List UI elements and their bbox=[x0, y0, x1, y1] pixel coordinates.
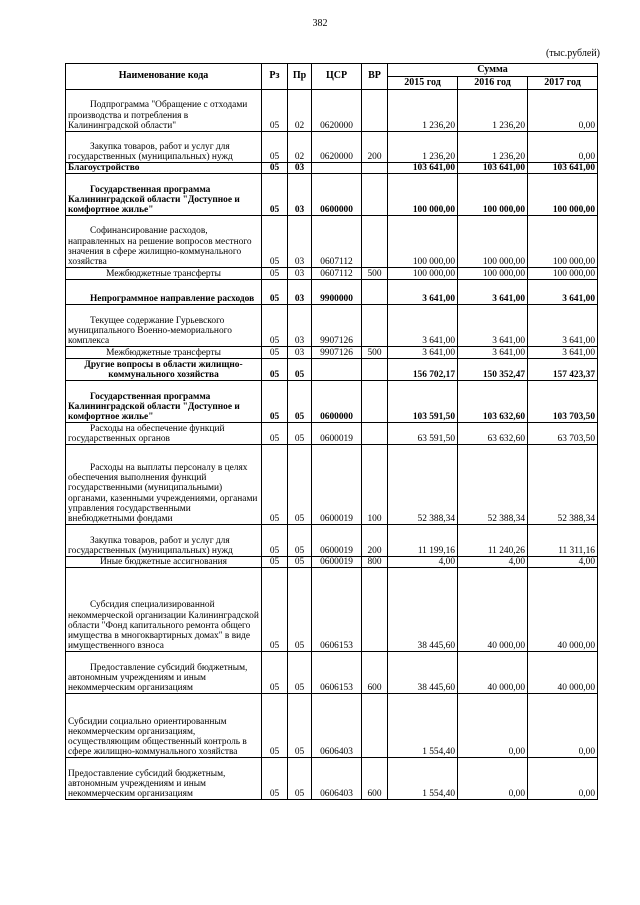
cell-name bbox=[66, 568, 262, 652]
cell-2015: 100 000,00 bbox=[388, 174, 458, 216]
header-pr: Пр bbox=[288, 64, 312, 90]
header-2016: 2016 год bbox=[458, 77, 528, 90]
cell-csr: 9907126 bbox=[312, 305, 362, 347]
header-rz: Рз bbox=[262, 64, 288, 90]
cell-2016: 103 641,00 bbox=[458, 163, 528, 174]
cell-csr: 0600019 bbox=[312, 557, 362, 568]
cell-vr: 100 bbox=[362, 445, 388, 525]
cell-vr bbox=[362, 90, 388, 132]
cell-rz: 05 bbox=[262, 525, 288, 557]
cell-2017: 3 641,00 bbox=[528, 305, 598, 347]
row-label: Субсидия специализированной некоммерческой организации Калининградской области "Фонд капитального ремонта общего имущества в многоквартирных домах" в виде имущественного взноса bbox=[68, 600, 259, 652]
cell-rz: 05 bbox=[262, 280, 288, 305]
cell-name bbox=[66, 132, 262, 163]
table-row bbox=[66, 359, 598, 381]
cell-name bbox=[66, 174, 262, 216]
row-label: Другие вопросы в области жилищно-коммунального хозяйства bbox=[84, 359, 243, 380]
cell-pr: 02 bbox=[288, 132, 312, 163]
header-2017: 2017 год bbox=[528, 77, 598, 90]
cell-vr bbox=[362, 568, 388, 652]
cell-vr: 600 bbox=[362, 652, 388, 694]
cell-name bbox=[66, 305, 262, 347]
table-row bbox=[66, 652, 598, 694]
cell-2015: 1 554,40 bbox=[388, 694, 458, 758]
cell-csr: 0620000 bbox=[312, 132, 362, 163]
cell-2015: 63 591,50 bbox=[388, 423, 458, 445]
cell-vr bbox=[362, 216, 388, 268]
table-row bbox=[66, 268, 598, 280]
cell-2015: 100 000,00 bbox=[388, 216, 458, 268]
cell-vr: 500 bbox=[362, 347, 388, 359]
cell-rz: 05 bbox=[262, 652, 288, 694]
cell-2015: 1 236,20 bbox=[388, 90, 458, 132]
table-row bbox=[66, 525, 598, 557]
cell-2017: 40 000,00 bbox=[528, 568, 598, 652]
cell-2016: 0,00 bbox=[458, 694, 528, 758]
cell-vr: 500 bbox=[362, 268, 388, 280]
table-row bbox=[66, 381, 598, 423]
cell-name bbox=[66, 216, 262, 268]
cell-2017: 0,00 bbox=[528, 132, 598, 163]
cell-name bbox=[66, 423, 262, 445]
cell-pr: 03 bbox=[288, 280, 312, 305]
cell-vr bbox=[362, 359, 388, 381]
cell-pr: 02 bbox=[288, 90, 312, 132]
cell-vr: 600 bbox=[362, 758, 388, 800]
cell-rz: 05 bbox=[262, 445, 288, 525]
row-label: Предоставление субсидий бюджетным, автономным учреждениям и иным некоммерческим организациям bbox=[68, 768, 226, 800]
cell-name bbox=[66, 347, 262, 359]
cell-name bbox=[66, 445, 262, 525]
cell-2016: 100 000,00 bbox=[458, 268, 528, 280]
cell-name bbox=[66, 557, 262, 568]
cell-csr: 0607112 bbox=[312, 268, 362, 280]
cell-csr: 0606403 bbox=[312, 694, 362, 758]
cell-2015: 100 000,00 bbox=[388, 268, 458, 280]
table-row bbox=[66, 90, 598, 132]
cell-csr: 0607112 bbox=[312, 216, 362, 268]
cell-vr bbox=[362, 280, 388, 305]
cell-rz: 05 bbox=[262, 174, 288, 216]
cell-rz: 05 bbox=[262, 216, 288, 268]
cell-2015: 3 641,00 bbox=[388, 347, 458, 359]
table-row bbox=[66, 347, 598, 359]
cell-2017: 63 703,50 bbox=[528, 423, 598, 445]
cell-2015: 3 641,00 bbox=[388, 305, 458, 347]
row-label: Непрограммное направление расходов bbox=[90, 294, 255, 304]
cell-2017: 40 000,00 bbox=[528, 652, 598, 694]
cell-pr: 05 bbox=[288, 568, 312, 652]
cell-rz: 05 bbox=[262, 568, 288, 652]
row-label: Субсидии социально ориентированным некоммерческим организациям, осуществляющим общественный контроль в сфере жилищно-коммунального хозяйства bbox=[68, 716, 247, 758]
cell-2015: 103 591,50 bbox=[388, 381, 458, 423]
cell-2017: 103 641,00 bbox=[528, 163, 598, 174]
budget-table bbox=[65, 63, 598, 800]
cell-rz: 05 bbox=[262, 359, 288, 381]
cell-vr bbox=[362, 694, 388, 758]
cell-2017: 0,00 bbox=[528, 758, 598, 800]
row-label: Предоставление субсидий бюджетным, автономным учреждениям и иным некоммерческим организациям bbox=[68, 662, 248, 694]
cell-2015: 103 641,00 bbox=[388, 163, 458, 174]
cell-pr: 03 bbox=[288, 174, 312, 216]
cell-csr: 0606153 bbox=[312, 652, 362, 694]
cell-csr: 9907126 bbox=[312, 347, 362, 359]
cell-2016: 100 000,00 bbox=[458, 216, 528, 268]
cell-2016: 4,00 bbox=[458, 557, 528, 568]
cell-2015: 3 641,00 bbox=[388, 280, 458, 305]
cell-pr: 03 bbox=[288, 163, 312, 174]
header-2015: 2015 год bbox=[388, 77, 458, 90]
cell-2016: 1 236,20 bbox=[458, 90, 528, 132]
row-label: Государственная программа Калининградской области "Доступное и комфортное жилье" bbox=[68, 184, 240, 215]
cell-rz: 05 bbox=[262, 268, 288, 280]
cell-2017: 0,00 bbox=[528, 90, 598, 132]
cell-csr: 0620000 bbox=[312, 90, 362, 132]
cell-2015: 1 554,40 bbox=[388, 758, 458, 800]
row-label: Закупка товаров, работ и услуг для государственных (муниципальных) нужд bbox=[68, 535, 233, 556]
table-row bbox=[66, 305, 598, 347]
row-label: Подпрограмма "Обращение с отходами производства и потребления в Калининградской области" bbox=[68, 100, 248, 131]
table-row bbox=[66, 758, 598, 800]
row-label: Текущее содержание Гурьевского муниципального Военно-мемориального комплекса bbox=[68, 315, 232, 346]
cell-name bbox=[66, 652, 262, 694]
cell-2016: 100 000,00 bbox=[458, 174, 528, 216]
cell-2017: 0,00 bbox=[528, 694, 598, 758]
cell-name bbox=[66, 525, 262, 557]
cell-pr: 03 bbox=[288, 347, 312, 359]
cell-csr bbox=[312, 163, 362, 174]
cell-2015: 11 199,16 bbox=[388, 525, 458, 557]
cell-name bbox=[66, 90, 262, 132]
cell-2017: 157 423,37 bbox=[528, 359, 598, 381]
cell-vr bbox=[362, 305, 388, 347]
cell-pr: 03 bbox=[288, 305, 312, 347]
cell-csr: 0606403 bbox=[312, 758, 362, 800]
cell-pr: 05 bbox=[288, 423, 312, 445]
page-number: 382 bbox=[312, 18, 328, 29]
cell-rz: 05 bbox=[262, 163, 288, 174]
row-label: Иные бюджетные ассигнования bbox=[100, 557, 227, 568]
cell-csr: 0600019 bbox=[312, 525, 362, 557]
cell-name bbox=[66, 758, 262, 800]
cell-rz: 05 bbox=[262, 423, 288, 445]
table-row bbox=[66, 568, 598, 652]
cell-vr bbox=[362, 163, 388, 174]
cell-vr: 200 bbox=[362, 525, 388, 557]
units-label: (тыс.рублей) bbox=[545, 48, 600, 59]
cell-2016: 40 000,00 bbox=[458, 652, 528, 694]
table-row bbox=[66, 423, 598, 445]
cell-2015: 1 236,20 bbox=[388, 132, 458, 163]
cell-2016: 52 388,34 bbox=[458, 445, 528, 525]
cell-vr: 800 bbox=[362, 557, 388, 568]
cell-name bbox=[66, 268, 262, 280]
cell-2016: 103 632,60 bbox=[458, 381, 528, 423]
cell-2017: 100 000,00 bbox=[528, 216, 598, 268]
cell-vr bbox=[362, 381, 388, 423]
cell-name bbox=[66, 381, 262, 423]
cell-rz: 05 bbox=[262, 347, 288, 359]
header-vr: ВР bbox=[362, 64, 388, 90]
cell-csr: 0600019 bbox=[312, 423, 362, 445]
cell-2015: 38 445,60 bbox=[388, 652, 458, 694]
cell-vr: 200 bbox=[362, 132, 388, 163]
table-row bbox=[66, 163, 598, 174]
header-sum: Сумма bbox=[388, 64, 598, 77]
cell-2016: 11 240,26 bbox=[458, 525, 528, 557]
cell-pr: 05 bbox=[288, 525, 312, 557]
cell-2016: 3 641,00 bbox=[458, 305, 528, 347]
table-row bbox=[66, 174, 598, 216]
table-row bbox=[66, 216, 598, 268]
cell-csr: 0600019 bbox=[312, 445, 362, 525]
cell-pr: 03 bbox=[288, 268, 312, 280]
cell-2016: 63 632,60 bbox=[458, 423, 528, 445]
cell-name bbox=[66, 694, 262, 758]
row-label: Софинансирование расходов, направленных на решение вопросов местного значения в сфере жилищно-коммунального хозяйства bbox=[68, 226, 252, 267]
row-label: Закупка товаров, работ и услуг для государственных (муниципальных) нужд bbox=[68, 141, 233, 162]
cell-rz: 05 bbox=[262, 381, 288, 423]
cell-rz: 05 bbox=[262, 90, 288, 132]
cell-pr: 05 bbox=[288, 381, 312, 423]
row-label: Благоустройство bbox=[68, 163, 140, 173]
cell-2015: 52 388,34 bbox=[388, 445, 458, 525]
cell-csr: 9900000 bbox=[312, 280, 362, 305]
cell-2015: 4,00 bbox=[388, 557, 458, 568]
row-label: Расходы на выплаты персоналу в целях обеспечения выполнения функций государственными (муниципальными) органами, казенными учреждениями, органами управления государственными внебюджетными фондами bbox=[68, 462, 258, 524]
cell-pr: 03 bbox=[288, 216, 312, 268]
cell-2017: 11 311,16 bbox=[528, 525, 598, 557]
cell-rz: 05 bbox=[262, 694, 288, 758]
cell-2016: 40 000,00 bbox=[458, 568, 528, 652]
cell-name bbox=[66, 359, 262, 381]
cell-2017: 103 703,50 bbox=[528, 381, 598, 423]
row-label: Межбюджетные трансферты bbox=[106, 348, 221, 358]
cell-csr: 0600000 bbox=[312, 174, 362, 216]
cell-2016: 150 352,47 bbox=[458, 359, 528, 381]
cell-2017: 100 000,00 bbox=[528, 174, 598, 216]
cell-csr bbox=[312, 359, 362, 381]
header-name: Наименование кода bbox=[66, 64, 262, 90]
cell-csr: 0600000 bbox=[312, 381, 362, 423]
cell-pr: 05 bbox=[288, 445, 312, 525]
cell-csr: 0606153 bbox=[312, 568, 362, 652]
cell-2016: 0,00 bbox=[458, 758, 528, 800]
cell-rz: 05 bbox=[262, 305, 288, 347]
table-row bbox=[66, 445, 598, 525]
row-label: Расходы на обеспечение функций государственных органов bbox=[68, 423, 225, 444]
cell-pr: 05 bbox=[288, 758, 312, 800]
cell-pr: 05 bbox=[288, 557, 312, 568]
cell-2016: 3 641,00 bbox=[458, 347, 528, 359]
cell-vr bbox=[362, 423, 388, 445]
cell-pr: 05 bbox=[288, 694, 312, 758]
cell-pr: 05 bbox=[288, 359, 312, 381]
cell-rz: 05 bbox=[262, 557, 288, 568]
cell-rz: 05 bbox=[262, 758, 288, 800]
table-row bbox=[66, 132, 598, 163]
cell-name bbox=[66, 163, 262, 174]
row-label: Межбюджетные трансферты bbox=[106, 269, 221, 279]
cell-name bbox=[66, 280, 262, 305]
table-body bbox=[66, 90, 598, 800]
cell-2017: 4,00 bbox=[528, 557, 598, 568]
table-row bbox=[66, 557, 598, 568]
table-row bbox=[66, 694, 598, 758]
cell-2016: 1 236,20 bbox=[458, 132, 528, 163]
table-row bbox=[66, 280, 598, 305]
row-label: Государственная программа Калининградской области "Доступное и комфортное жилье" bbox=[68, 391, 240, 422]
cell-2015: 38 445,60 bbox=[388, 568, 458, 652]
cell-2017: 100 000,00 bbox=[528, 268, 598, 280]
cell-vr bbox=[362, 174, 388, 216]
cell-2016: 3 641,00 bbox=[458, 280, 528, 305]
cell-2017: 52 388,34 bbox=[528, 445, 598, 525]
header-csr: ЦСР bbox=[312, 64, 362, 90]
cell-pr: 05 bbox=[288, 652, 312, 694]
cell-2015: 156 702,17 bbox=[388, 359, 458, 381]
cell-rz: 05 bbox=[262, 132, 288, 163]
cell-2017: 3 641,00 bbox=[528, 347, 598, 359]
cell-2017: 3 641,00 bbox=[528, 280, 598, 305]
